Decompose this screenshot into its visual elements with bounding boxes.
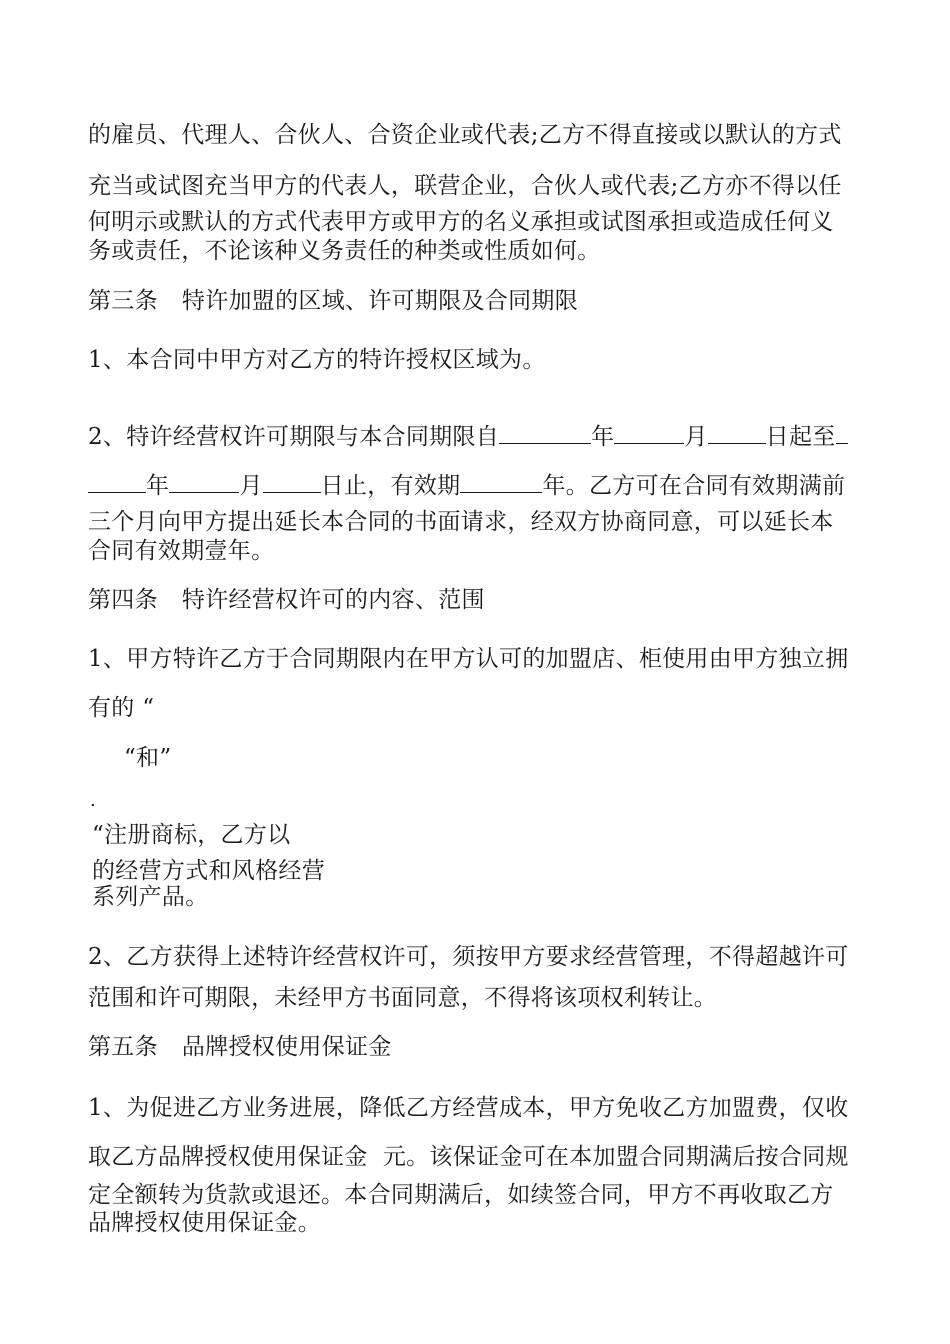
paragraph-line: 的经营方式和风格经营 [92, 858, 325, 884]
paragraph-line: “和” [124, 745, 172, 771]
paragraph-line: 三个月向甲方提出延长本合同的书面请求，经双方协商同意，可以延长本 [88, 509, 834, 535]
paragraph-line: 1、甲方特许乙方于合同期限内在甲方认可的加盟店、柜使用由甲方独立拥 [88, 646, 849, 672]
paragraph-line: “注册商标，乙方以 [92, 822, 291, 848]
paragraph-line: 何明示或默认的方式代表甲方或甲方的名义承担或试图承担或造成任何义 [88, 209, 834, 235]
article-4-heading [88, 585, 485, 615]
paragraph-line: 品牌授权使用保证金。 [88, 1210, 321, 1236]
paragraph-line: 有的 “ [88, 695, 155, 721]
blank-field [88, 470, 146, 493]
article-number: 第三条 [88, 288, 158, 314]
article-3-item-2-line-1: 2、特许经营权许可期限与本合同期限自 年 月 日起至 [88, 421, 848, 452]
paragraph-line: 充当或试图充当甲方的代表人，联营企业，合伙人或代表;乙方亦不得以任 [88, 173, 842, 199]
paragraph-line: 的雇员、代理人、合伙人、合资企业或代表;乙方不得直接或以默认的方式 [88, 122, 842, 148]
article-3-item-1: 1、本合同中甲方对乙方的特许授权区域为。 [88, 347, 546, 373]
blank-field [169, 470, 239, 493]
paragraph-line: 合同有效期壹年。 [88, 538, 275, 564]
paragraph-line: 定全额转为货款或退还。本合同期满后，如续签合同，甲方不再收取乙方 [88, 1182, 834, 1208]
article-number: 第五条 [88, 1034, 158, 1060]
paragraph-line: 1、为促进乙方业务进展，降低乙方经营成本，甲方免收乙方加盟费，仅收 [88, 1095, 849, 1121]
article-title: 品牌授权使用保证金 [181, 1034, 392, 1060]
blank-field [460, 470, 542, 493]
blank-field [614, 421, 684, 444]
blank-field [499, 421, 591, 444]
paragraph-line: 务或责任，不论该种义务责任的种类或性质如何。 [88, 238, 601, 264]
blank-field [708, 421, 766, 444]
article-number: 第四条 [88, 587, 158, 613]
paragraph-line: 2、乙方获得上述特许经营权许可，须按甲方要求经营管理，不得超越许可 [88, 944, 849, 970]
article-5-heading [88, 1032, 392, 1062]
paragraph-line: 系列产品。 [92, 884, 209, 910]
blank-field [836, 421, 848, 444]
article-3-item-2-line-2: 年 月 日止，有效期 年。乙方可在合同有效期满前 [88, 470, 845, 501]
paragraph-line: 取乙方品牌授权使用保证金 元。该保证金可在本加盟合同期满后按合同规 [88, 1144, 849, 1170]
paragraph-line: 范围和许可期限，未经甲方书面同意，不得将该项权利转让。 [88, 985, 718, 1011]
article-title: 特许经营权许可的内容、范围 [181, 587, 485, 613]
paragraph-line: . [90, 790, 97, 811]
article-title: 特许加盟的区域、许可期限及合同期限 [181, 288, 579, 314]
article-3-heading [88, 286, 578, 316]
blank-field [263, 470, 321, 493]
